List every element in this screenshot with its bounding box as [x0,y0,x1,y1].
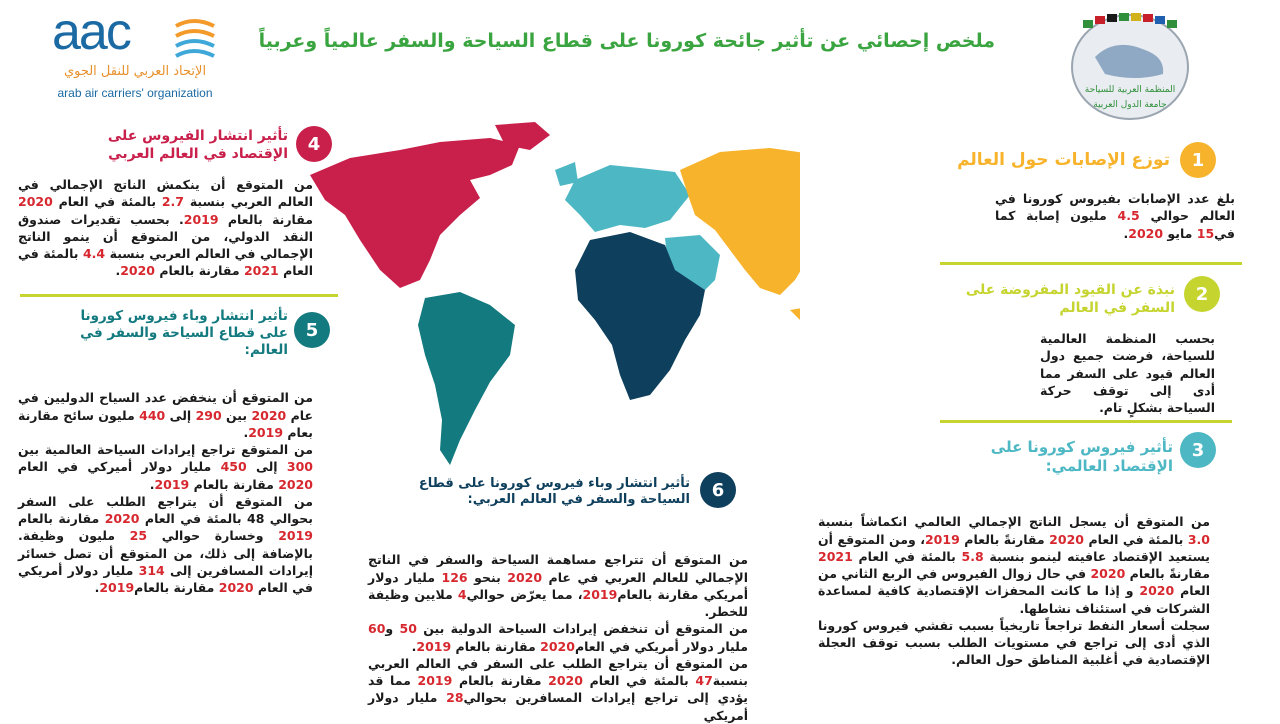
arab-league-seal-icon [1065,12,1195,122]
section-2-badge: 2 [1184,276,1220,312]
aaco-arabic-name: الإتحاد العربي للنقل الجوي [63,64,207,79]
section-3-body: من المتوقع أن يسجل الناتج الإجمالي العالمي انكماشاً بنسبة 3.0 بالمئة في العام 2020 مقارنةً بالعام 2019، ومن المتوقع أن يستعيد الإقتصاد عافيته لينمو بنسبة 5.8 بالمئة في العام 2021 مقارنةً بالعام 2020 في حال زوال الفيروس في الربع الثاني من العام 2020 و إذا ما كانت المحفزات الإقتصادية كافية لمساعدة الشركات في استئناف نشاطها. سجلت أسعار النفط تراجعاً تاريخياً بسبب تفشي فيروس كورونا الذي أدى إلى تراجع في مستويات الطلب بسبب توقف العجلة الإقتصادية في أغلبية المناطق حول العالم. [818,514,1210,668]
section-1-divider [940,262,1242,265]
section-6-body: من المتوقع أن تتراجع مساهمة السياحة والسفر في الناتج الإجمالي للعالم العربي في عام 2020 بنحو 126 مليار دولار أمريكي مقارنة بالعام2019، مما يعرّض حوالي4 ملايين وظيفة للخطر. من المتوقع أن تنخفض إيرادات السياحة الدولية بين 50 و60 مليار دولار أمريكي في العام2020 مقارنة بالعام 2019. من المتوقع أن يتراجع الطلب على السفر في العالم العربي بنسبة47 بالمئة في العام 2020 مقارنة بالعام 2019 مما قد يؤدي إلى تراجع إيرادات المسافرين بحوالي28 مليار دولار أمريكي [368,552,749,723]
section-4-divider [20,294,338,297]
section-6-badge: 6 [700,472,736,508]
section-5-badge: 5 [294,312,330,348]
section-1-body: بلغ عدد الإصابات بفيروس كورونا في العالم حوالي 4.5 مليون إصابة كما في15 مايو 2020. [995,191,1235,241]
section-3-badge: 3 [1180,432,1216,468]
aaco-english-name: arab air carriers' organization [57,86,213,100]
page-title: ملخص إحصائي عن تأثير جائحة كورونا على قطاع السياحة والسفر عالمياً وعربياً [258,30,995,52]
europe-shape [565,165,690,232]
aaco-logo [40,3,240,108]
arab-league-seal [1065,12,1195,122]
section-4-heading: تأثير انتشار الفيروس على الإقتصاد في العالم العربي [107,128,288,162]
svg-text:جامعة الدول العربية: جامعة الدول العربية [1093,100,1167,110]
aaco-wave-icon [172,16,218,60]
section-5-body: من المتوقع أن ينخفض عدد السياح الدوليين في عام 2020 بين 290 إلى 440 مليون سائح مقارنة بعام 2019. من المتوقع تراجع إيرادات السياحة العالمية بين 300 إلى 450 مليار دولار أميركي في العام 2020 مقارنة بالعام 2019. من المتوقع أن يتراجع الطلب على السفر بحوالي 48 بالمئة في العام 2020 مقارنة بالعام 2019 وخسارة حوالي 25 مليون وظيفة. بالإضافة إلى ذلك، من المتوقع أن تصل خسائر إيرادات المسافرين إلى 314 مليار دولار أمريكي في العام 2020 مقارنة بالعام2019. [18,390,314,595]
section-1-badge: 1 [1180,142,1216,178]
section-5-heading: تأثير انتشار وباء فيروس كورونا على قطاع السياحة والسفر في العالم: [80,308,288,358]
section-1-heading: توزع الإصابات حول العالم [957,150,1170,170]
svg-text:المنظمة العربية للسياحة: المنظمة العربية للسياحة [1084,85,1176,95]
section-4-body: من المتوقع أن ينكمش الناتج الإجمالي في العالم العربي بنسبة 2.7 بالمئة في العام 2020 مقارنة بالعام 2019. بحسب تقديرات صندوق النقد الدولي، من المتوقع أن ينمو الناتج الإجمالي في العالم العربي بنسبة 4.4 بالمئة في العام 2021 مقارنة بالعام 2020. [18,177,313,279]
north-america-shape [310,138,520,288]
south-america-shape [418,292,515,465]
section-2-divider [940,420,1232,423]
section-4-badge: 4 [296,126,332,162]
section-2-body: بحسب المنظمة العالمية للسياحة، فرضت جميع دول العالم قيود على السفر مما أدى إلى توقف حركة السياحة بشكلٍ تام. [1040,331,1215,415]
section-2-heading: نبذة عن القيود المفروضة على السفر في العالم [965,282,1175,316]
world-map-icon [290,120,800,475]
aaco-logo-wordmark: aac [52,3,130,61]
section-3-heading: تأثير فيروس كورونا على الإقتصاد العالمي: [990,438,1173,475]
section-6-heading: تأثير انتشار وباء فيروس كورونا على قطاع السياحة والسفر في العالم العربي: [418,476,690,508]
